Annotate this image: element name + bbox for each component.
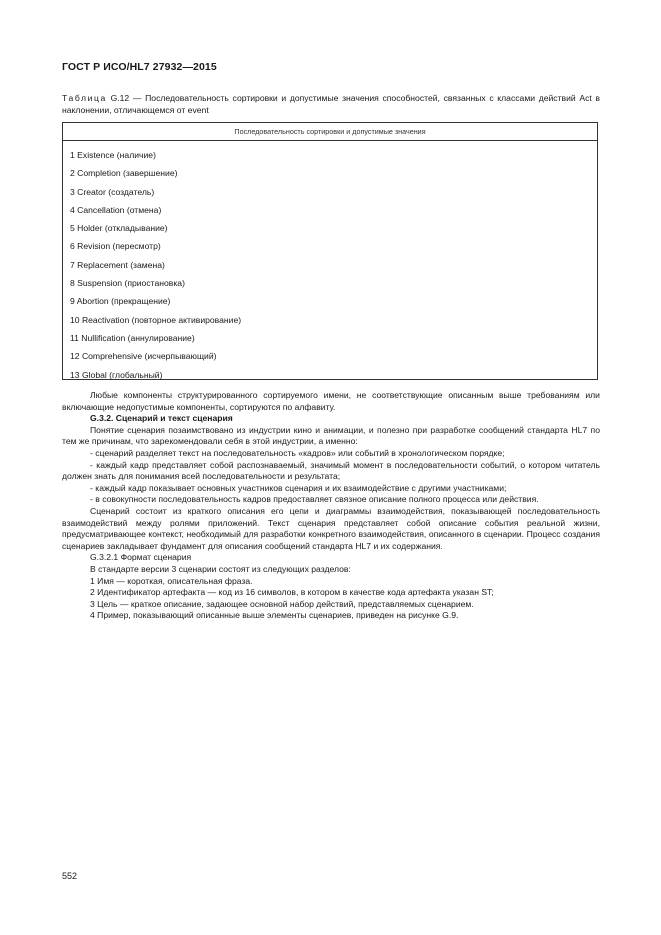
- table-caption: [62, 93, 600, 116]
- document-header: ГОСТ Р ИСО/HL7 27932—2015: [62, 61, 217, 73]
- section-heading: G.3.2. Сценарий и текст сценария: [90, 413, 233, 424]
- table-row: 12 Comprehensive (исчерпывающий): [70, 351, 217, 362]
- bullet-item: - в совокупности последовательность кадров предоставляет связное описание полного процесса или действия.: [90, 494, 539, 505]
- table-row: 8 Suspension (приостановка): [70, 278, 185, 289]
- table-row: 7 Replacement (замена): [70, 259, 165, 270]
- table-row: 11 Nullification (аннулирование): [70, 332, 195, 343]
- paragraph: Понятие сценария позаимствовано из индустрии кино и анимации, и полезно при разработке сообщений стандарта HL7 по тем же причинам, что зарекомендовали себя в этой индустрии, а именно:: [62, 424, 600, 447]
- bullet-item: - сценарий разделяет текст на последовательность «кадров» или событий в хронологическом порядке;: [90, 447, 505, 458]
- table-row: 6 Revision (пересмотр): [70, 241, 161, 252]
- table-header: Последовательность сортировки и допустимые значения: [63, 123, 597, 141]
- table-row: 4 Cancellation (отмена): [70, 204, 162, 215]
- caption-text: G.12 — Последовательность сортировки и допустимые значения способностей, связанных с классами действий Act в наклонении, отличающемся от event: [62, 93, 600, 115]
- list-item: 2 Идентификатор артефакта — код из 16 символов, в котором в качестве кода артефакта указан ST;: [90, 587, 494, 598]
- paragraph: Сценарий состоит из краткого описания его цепи и диаграммы взаимодействия, показывающей последовательность взаимодействий между ролями приложений. Текст сценария представляет собой описание события реальной жизни, предусматривающее контекст, необходимый для разработки конкретного взаимодействия, описанного в сценарии. Процесс создания сценариев закладывает фундамент для описания сообщений стандарта HL7 и их содержания.: [62, 505, 600, 551]
- list-item: 3 Цель — краткое описание, задающее основной набор действий, представляемых сценарием.: [90, 598, 474, 609]
- list-item: 4 Пример, показывающий описанные выше элементы сценариев, приведен на рисунке G.9.: [90, 610, 459, 621]
- table-body: [63, 141, 597, 384]
- caption-label: Таблица: [62, 93, 107, 103]
- table-row: 2 Completion (завершение): [70, 168, 178, 179]
- list-item: 1 Имя — короткая, описательная фраза.: [90, 575, 253, 586]
- paragraph: В стандарте версии 3 сценарии состоят из следующих разделов:: [90, 563, 351, 574]
- bullet-item: - каждый кадр представляет собой распознаваемый, значимый момент в последовательности событий, о котором читатель должен знать для понимания всей последовательности и результата;: [62, 459, 600, 482]
- table-row: 5 Holder (откладывание): [70, 223, 168, 234]
- table-row: 13 Global (глобальный): [70, 369, 163, 380]
- table-row: 1 Existence (наличие): [70, 150, 156, 160]
- subsection-heading: G.3.2.1 Формат сценария: [90, 552, 192, 563]
- sort-order-table: [62, 122, 598, 380]
- body-text: [62, 390, 600, 622]
- bullet-item: - каждый кадр показывает основных участников сценария и их взаимодействие с другими участниками;: [90, 482, 507, 493]
- paragraph: Любые компоненты структурированного сортируемого имени, не соответствующие описанным выше требованиям или включающие недопустимые компоненты, сортируются по алфавиту.: [62, 390, 600, 412]
- page-number: 552: [62, 871, 78, 881]
- table-row: 9 Abortion (прекращение): [70, 296, 171, 307]
- table-row: 10 Reactivation (повторное активирование): [70, 314, 242, 325]
- table-row: 3 Creator (создатель): [70, 186, 155, 197]
